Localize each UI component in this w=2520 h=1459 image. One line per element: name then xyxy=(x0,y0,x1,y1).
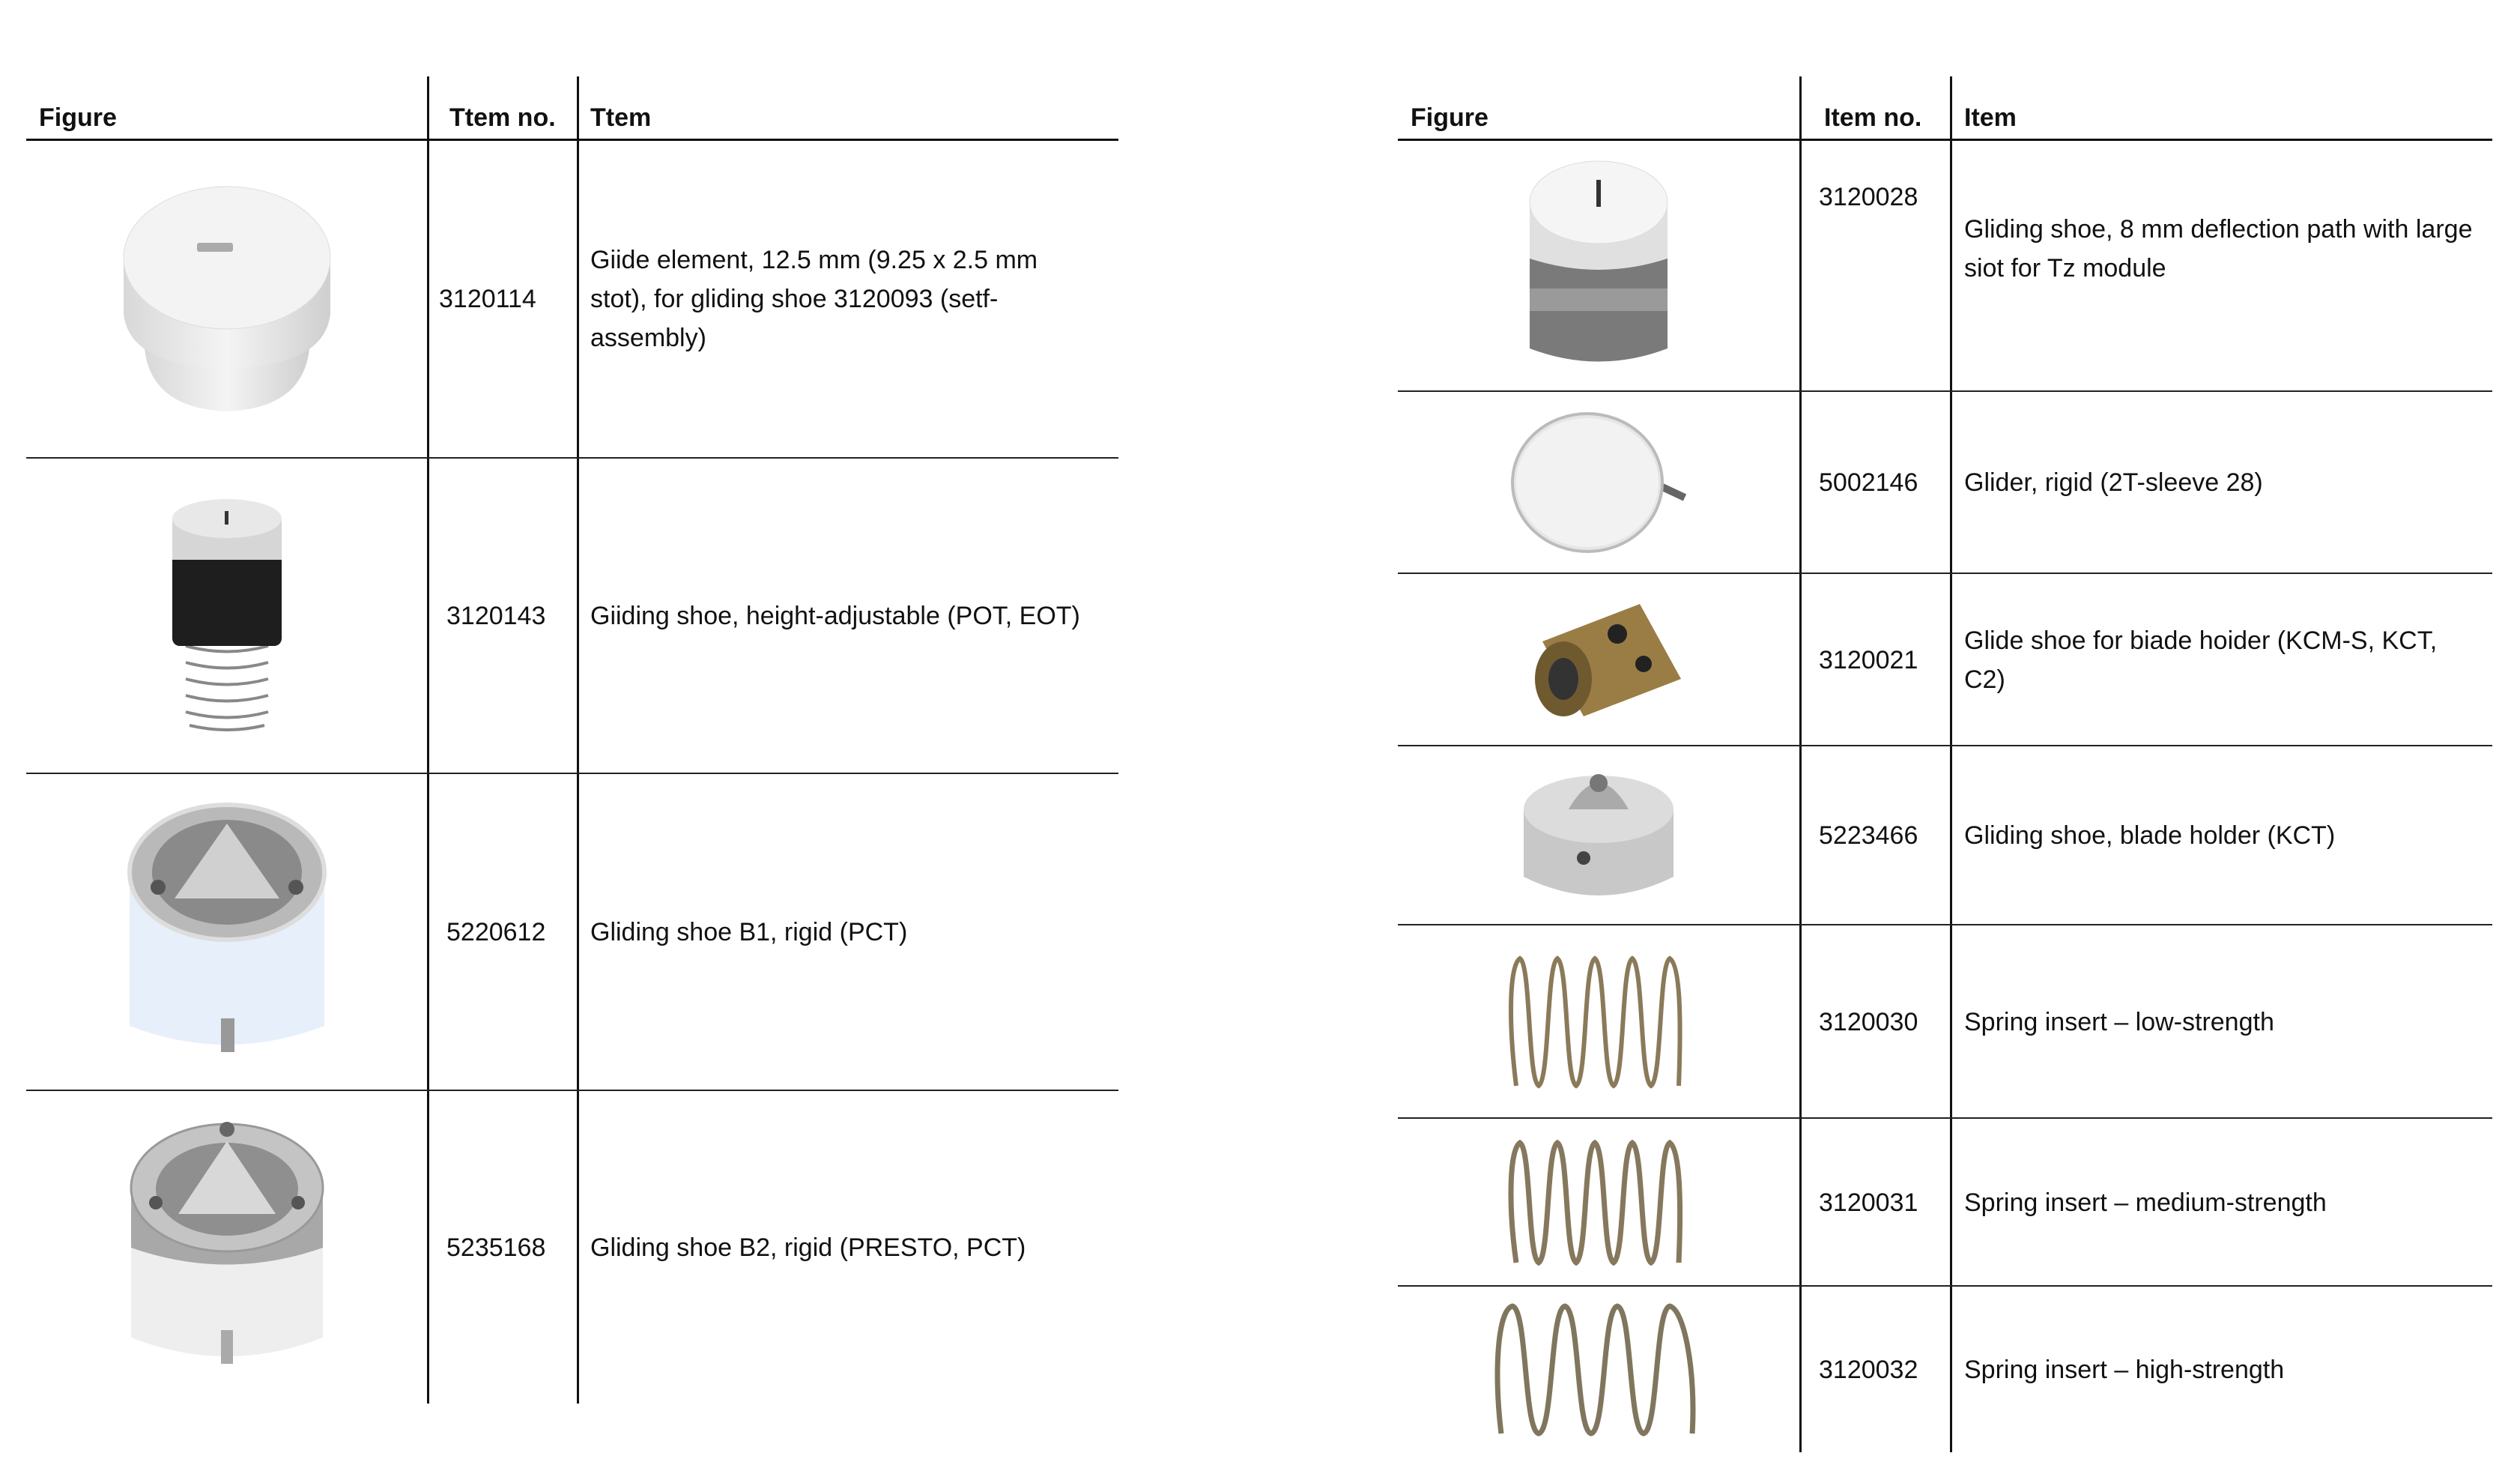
row-divider xyxy=(1398,745,2492,746)
item-description: Gliding shoe B1, rigid (PCT) xyxy=(590,917,908,946)
row-divider xyxy=(1398,924,2492,925)
spring-high-icon xyxy=(1398,1287,1799,1452)
item-number: 3120028 xyxy=(1819,183,1918,211)
height-adjustable-shoe-icon xyxy=(26,459,427,773)
item-number: 3120143 xyxy=(446,601,546,630)
header-item-no: Item no. xyxy=(1824,103,1922,132)
gliding-shoe-tz-icon xyxy=(1398,141,1799,390)
item-number: 5235168 xyxy=(446,1233,546,1262)
column-divider xyxy=(1799,76,1802,1452)
item-number: 3120021 xyxy=(1819,645,1918,674)
column-divider xyxy=(577,76,579,1404)
item-description: Gliding shoe B2, rigid (PRESTO, PCT) xyxy=(590,1233,1026,1262)
row-divider xyxy=(1398,1285,2492,1287)
item-number: 3120032 xyxy=(1819,1356,1918,1384)
item-description: Gliding shoe, blade holder (KCT) xyxy=(1964,821,2336,850)
item-number: 5002146 xyxy=(1819,468,1918,497)
row-divider xyxy=(1398,1117,2492,1119)
glider-disc-icon xyxy=(1398,393,1799,573)
item-description: Spring insert – medium-strength xyxy=(1964,1188,2327,1217)
white-glide-element-icon xyxy=(26,141,427,457)
item-description: Glider, rigid (2T-sleeve 28) xyxy=(1964,468,2263,497)
item-description: Gliding shoe, 8 mm deflection path with large siot for Tz module xyxy=(1964,215,2473,283)
item-description: Giiding shoe, height-adjustable (POT, EOT) xyxy=(590,601,1080,630)
item-number: 3120114 xyxy=(439,285,536,313)
row-divider xyxy=(1398,390,2492,392)
spring-medium-icon xyxy=(1398,1120,1799,1285)
header-figure: Figure xyxy=(39,103,117,132)
row-divider xyxy=(1398,573,2492,574)
brass-glide-shoe-icon xyxy=(1398,575,1799,745)
item-description: Giide element, 12.5 mm (9.25 x 2.5 mm stot), for gliding shoe 3120093 (setf-assembly) xyxy=(590,246,1038,352)
header-item: Item xyxy=(1964,103,2017,132)
column-divider xyxy=(1950,76,1952,1452)
item-description: Spring insert – high-strength xyxy=(1964,1356,2285,1384)
item-number: 5223466 xyxy=(1819,821,1918,850)
item-description: Spring insert – low-strength xyxy=(1964,1007,2274,1036)
spring-low-icon xyxy=(1398,926,1799,1117)
item-number: 3120031 xyxy=(1819,1188,1918,1217)
header-figure: Figure xyxy=(1411,103,1488,132)
header-item-no: Ttem no. xyxy=(449,103,556,132)
rigid-shoe-b1-icon xyxy=(26,774,427,1090)
rigid-shoe-b2-icon xyxy=(26,1091,427,1404)
item-number: 3120030 xyxy=(1819,1007,1918,1036)
column-divider xyxy=(427,76,429,1404)
item-description: Glide shoe for biade hoider (KCM-S, KCT, C2) xyxy=(1964,626,2438,694)
header-item: Ttem xyxy=(590,103,652,132)
item-number: 5220612 xyxy=(446,917,546,946)
blade-holder-shoe-icon xyxy=(1398,747,1799,924)
